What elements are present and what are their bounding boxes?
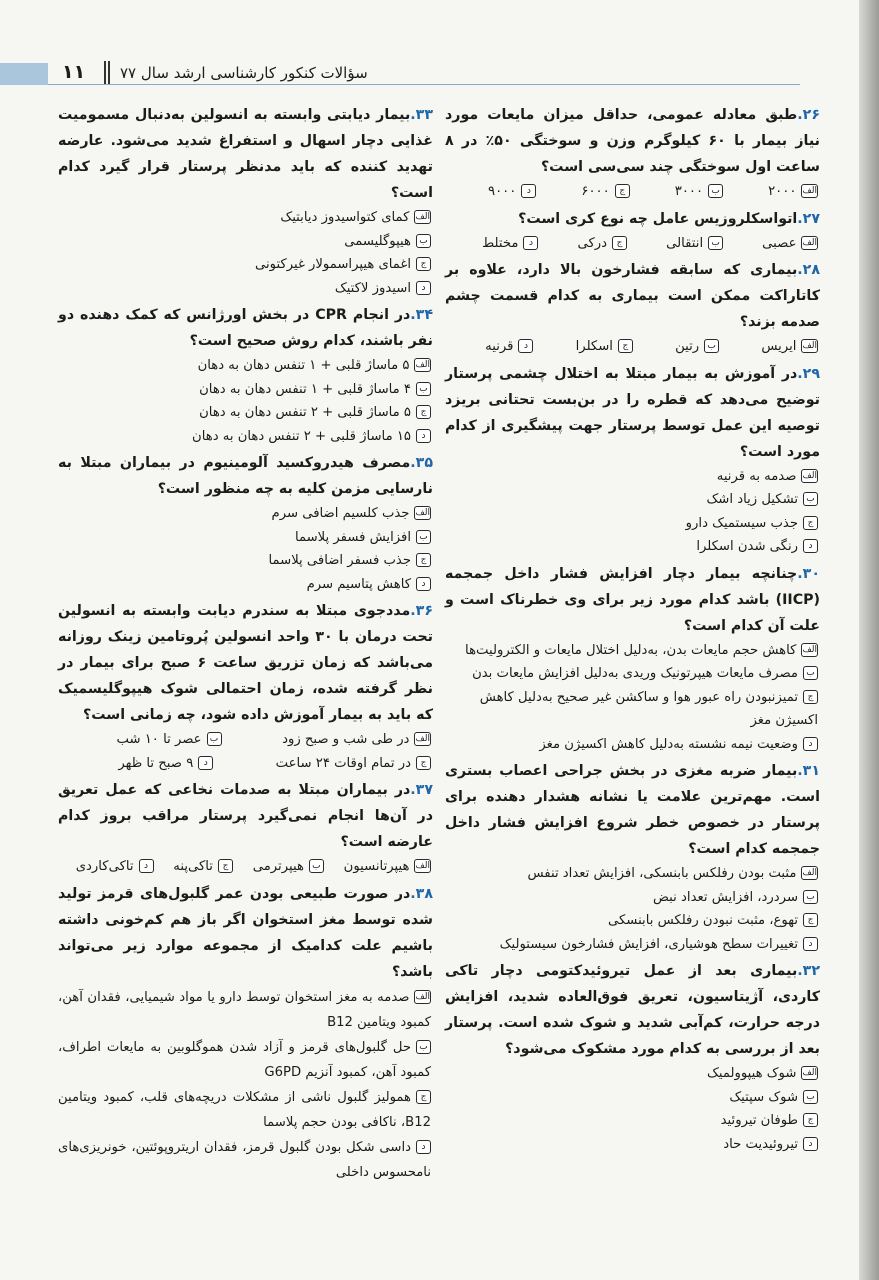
answer-option: [58, 354, 433, 378]
option-marker-icon: الف: [802, 186, 817, 196]
question-block: [445, 958, 820, 1156]
question-block: [445, 361, 820, 559]
option-list: [58, 855, 433, 879]
option-marker-icon: الف: [415, 360, 430, 370]
answer-option: [58, 1085, 433, 1135]
question-body: اتواسکلروزیس عامل چه نوع کری است؟: [518, 210, 798, 227]
option-marker-icon: ج: [416, 257, 431, 271]
option-marker-icon: الف: [415, 991, 430, 1002]
question-number: ۳۸.: [410, 885, 433, 902]
option-marker-icon: الف: [802, 868, 817, 878]
answer-option: [635, 335, 721, 359]
option-marker-icon: ب: [803, 1090, 818, 1104]
option-marker-icon: ب: [708, 236, 723, 250]
option-text: تیروئیدیت حاد: [723, 1136, 798, 1152]
answer-option: [58, 526, 433, 550]
option-text: مصرف مایعات هیپرتونیک وریدی به‌دلیل افزایش مایعات بدن: [472, 666, 798, 681]
question-block: [58, 777, 433, 879]
answer-option: [629, 232, 725, 256]
question-block: [58, 881, 433, 1185]
option-list: [445, 335, 820, 359]
option-text: کمای کتواسیدوز دیابتیک: [280, 210, 410, 225]
option-text: رتین: [675, 339, 700, 354]
answer-option: [445, 232, 541, 256]
header-divider: [104, 61, 110, 85]
answer-option: [445, 686, 820, 733]
option-list: [445, 862, 820, 956]
question-body: در بیماران مبتلا به صدمات نخاعی که عمل تعریق در آن‌ها انجام نمی‌گیرد پرستار مراقب بروز کدام عارضه است؟: [58, 782, 433, 850]
question-body: طبق معادله عمومی، حداقل میزان مایعات مورد نیاز بیمار با ۶۰ کیلوگرم وزن و سوختگی ۵۰٪ در ۸ ساعت اول سوختگی چند سی‌سی است؟: [445, 107, 820, 175]
question-number: ۲۹.: [797, 365, 820, 382]
option-text: هیپرترمی: [252, 859, 304, 874]
option-marker-icon: ج: [618, 339, 633, 353]
page-binding-edge: [859, 0, 879, 1280]
question-number: ۲۷.: [797, 210, 820, 227]
option-marker-icon: ج: [612, 236, 627, 250]
option-text: ۶۰۰۰: [581, 184, 610, 199]
option-marker-icon: ب: [416, 1040, 431, 1054]
question-number: ۳۰.: [797, 565, 820, 582]
option-text: تاکی‌کاردی: [75, 859, 134, 874]
question-text: [58, 881, 433, 985]
question-body: بیماری بعد از عمل تیروئیدکتومی دچار تاکی کاردی، آژیتاسیون، تعریق فوق‌العاده شدید، افزایش درجه حرارت، کم‌آبی شدید و شوک شده است. پرستار بعد از بررسی به کدام مورد مشکوک می‌شود؟: [445, 963, 820, 1057]
option-marker-icon: ج: [803, 690, 818, 704]
answer-option: [58, 253, 433, 277]
option-marker-icon: د: [803, 937, 818, 951]
option-marker-icon: ب: [708, 184, 723, 198]
option-text: اسکلرا: [575, 339, 613, 354]
option-marker-icon: د: [416, 429, 431, 443]
answer-option: [215, 752, 433, 776]
answer-option: [235, 855, 326, 879]
option-marker-icon: ج: [416, 1090, 431, 1104]
option-list: [58, 354, 433, 448]
option-marker-icon: ب: [309, 859, 324, 873]
option-text: عصر تا ۱۰ شب: [116, 732, 202, 747]
answer-option: [445, 886, 820, 910]
option-text: شوک سپتیک: [729, 1089, 798, 1105]
question-body: در آموزش به بیمار مبتلا به اختلال چشمی پرستار توضیح می‌دهد که قطره را در بن‌بست تحتانی بریزد توصیه این عمل توسط پرستار جهت پیشگیری از کدام مورد است؟: [445, 365, 820, 460]
question-number: ۳۶.: [410, 603, 433, 619]
answer-option: [445, 335, 535, 359]
option-marker-icon: ب: [803, 492, 818, 506]
option-marker-icon: الف: [802, 237, 817, 248]
option-list: [58, 985, 433, 1185]
question-block: [445, 206, 820, 256]
answer-option: [445, 488, 820, 512]
option-marker-icon: د: [198, 756, 213, 770]
option-text: جذب کلسیم اضافی سرم: [271, 506, 410, 521]
question-text: [445, 257, 820, 335]
question-text: [445, 958, 820, 1062]
option-text: افزایش فسفر پلاسما: [294, 529, 411, 545]
answer-option: [445, 1062, 820, 1086]
answer-option: [58, 855, 156, 879]
option-text: داسی شکل بودن گلبول قرمز، فقدان اریتروپوئتین، خونریزی‌های نامحسوس داخلی: [58, 1139, 431, 1180]
option-text: کاهش حجم مایعات بدن، به‌دلیل اختلال مایعات و الکترولیت‌ها: [465, 642, 797, 658]
option-list: [445, 180, 820, 204]
option-text: کاهش پتاسیم سرم: [306, 576, 411, 592]
option-marker-icon: د: [416, 577, 431, 591]
question-text: [445, 758, 820, 862]
option-list: [445, 1062, 820, 1156]
option-text: قرنیه: [485, 339, 514, 354]
question-text: [58, 598, 433, 728]
question-number: ۲۸.: [797, 262, 820, 278]
answer-option: [725, 180, 820, 204]
question-text: [58, 777, 433, 855]
option-text: همولیز گلبول ناشی از مشکلات دریچه‌های قلب، کمبود ویتامین B12، ناکافی بودن حجم پلاسما: [58, 1089, 431, 1130]
answer-option: [326, 855, 433, 879]
option-text: ۳۰۰۰: [674, 184, 704, 199]
option-marker-icon: الف: [802, 644, 817, 655]
option-marker-icon: ب: [803, 666, 818, 680]
question-number: ۳۵.: [410, 455, 433, 471]
option-text: ۱۵ ماساژ قلبی + ۲ تنفس دهان به دهان: [192, 428, 411, 444]
option-marker-icon: ج: [803, 1113, 818, 1127]
answer-option: [445, 1086, 820, 1110]
answer-option: [58, 277, 433, 301]
answer-option: [445, 909, 820, 933]
option-marker-icon: ج: [416, 756, 431, 770]
option-text: مثبت بودن رفلکس بابنسکی، افزایش تعداد تنفس: [527, 866, 797, 881]
option-text: عصبی: [762, 235, 797, 251]
answer-option: [445, 862, 820, 886]
answer-option: [445, 535, 820, 559]
answer-option: [58, 573, 433, 597]
answer-option: [58, 425, 433, 449]
option-text: ۹ صبح تا ظهر: [118, 755, 194, 771]
answer-option: [58, 502, 433, 526]
option-marker-icon: ب: [416, 530, 431, 544]
answer-option: [445, 512, 820, 536]
option-text: تغییرات سطح هوشیاری، افزایش فشارخون سیستولیک: [499, 936, 798, 952]
option-text: صدمه به قرنیه: [716, 468, 797, 484]
option-list: [58, 502, 433, 596]
option-list: [445, 232, 820, 256]
question-number: ۳۱.: [797, 763, 820, 779]
option-marker-icon: الف: [415, 212, 430, 222]
option-marker-icon: ج: [803, 516, 818, 530]
option-marker-icon: ب: [416, 382, 431, 396]
option-marker-icon: ب: [416, 234, 431, 248]
option-marker-icon: ج: [218, 859, 233, 873]
option-text: جذب سیستمیک دارو: [685, 515, 798, 531]
option-text: تمیزنبودن راه عبور هوا و ساکشن غیر صحیح به‌دلیل کاهش اکسیژن مغز: [479, 689, 818, 728]
question-body: چنانچه بیمار دچار افزایش فشار داخل جمجمه (IICP) باشد کدام مورد زیر برای وی خطرناک است و علت آن کدام است؟: [445, 565, 820, 634]
question-block: [58, 598, 433, 775]
option-marker-icon: ج: [416, 553, 431, 567]
answer-option: [58, 1035, 433, 1085]
option-marker-icon: الف: [802, 470, 817, 481]
option-text: تاکی‌پنه: [173, 859, 213, 874]
answer-option: [632, 180, 725, 204]
page-number: ۱۱: [62, 61, 86, 83]
option-marker-icon: د: [803, 737, 818, 751]
option-text: اغمای هیپراسمولار غیرکتونی: [254, 257, 411, 272]
header-color-bar: [0, 63, 48, 85]
option-marker-icon: ب: [704, 339, 719, 353]
option-text: رنگی شدن اسکلرا: [696, 539, 798, 554]
answer-option: [721, 335, 820, 359]
question-text: [58, 450, 433, 502]
option-marker-icon: ج: [416, 405, 431, 419]
answer-option: [445, 1133, 820, 1157]
option-text: هیپوگلیسمی: [344, 233, 411, 249]
answer-option: [445, 639, 820, 663]
option-text: ایریس: [761, 339, 797, 354]
option-marker-icon: ج: [803, 913, 818, 927]
option-marker-icon: د: [518, 339, 533, 353]
answer-option: [58, 1135, 433, 1185]
answer-option: [58, 206, 433, 230]
answer-option: [58, 728, 224, 752]
option-marker-icon: د: [139, 859, 154, 873]
question-body: مصرف هیدروکسید آلومینیوم در بیماران مبتلا به نارسایی مزمن کلیه به چه منظور است؟: [58, 455, 433, 497]
option-list: [58, 728, 433, 775]
option-text: وضعیت نیمه نشسته به‌دلیل کاهش اکسیژن مغز: [539, 736, 798, 752]
answer-option: [58, 752, 215, 776]
option-text: اسیدوز لاکتیک: [334, 280, 411, 296]
option-marker-icon: د: [521, 184, 536, 198]
option-text: ۵ ماساژ قلبی + ۱ تنفس دهان به دهان: [197, 358, 410, 373]
answer-option: [58, 985, 433, 1035]
option-text: تشکیل زیاد اشک: [706, 492, 798, 507]
option-text: شوک هیپوولمیک: [707, 1066, 797, 1081]
question-block: [445, 102, 820, 204]
answer-option: [58, 549, 433, 573]
option-text: مختلط: [482, 235, 519, 251]
option-marker-icon: ج: [615, 184, 630, 198]
header-rule: [48, 84, 800, 85]
option-text: حل گلبول‌های قرمز و آزاد شدن هموگلوبین به مایعات اطراف، کمبود آهن، کمبود آنزیم G6PD: [58, 1039, 431, 1080]
question-block: [58, 102, 433, 300]
option-marker-icon: د: [523, 236, 538, 250]
option-text: انتقالی: [666, 235, 704, 251]
option-marker-icon: الف: [802, 341, 817, 351]
option-marker-icon: ب: [207, 732, 222, 746]
question-number: ۳۴.: [410, 307, 433, 323]
question-number: ۳۳.: [410, 107, 433, 123]
option-text: درکی: [577, 235, 608, 251]
option-list: [58, 206, 433, 300]
option-marker-icon: ب: [803, 890, 818, 904]
question-text: [445, 102, 820, 180]
option-text: تهوع، مثبت نبودن رفلکس بابنسکی: [608, 913, 798, 928]
option-text: سردرد، افزایش تعداد نبض: [653, 889, 798, 905]
option-marker-icon: د: [416, 1140, 431, 1154]
option-text: جذب فسفر اضافی پلاسما: [268, 553, 411, 568]
question-block: [58, 302, 433, 448]
answer-option: [224, 728, 433, 752]
answer-option: [445, 933, 820, 957]
answer-option: [58, 401, 433, 425]
right-column: [445, 102, 820, 1158]
answer-option: [445, 733, 820, 757]
question-body: بیمار ضربه مغزی در بخش جراحی اعصاب بستری است. مهم‌ترین علامت یا نشانه هشدار دهنده برای پرستار در خصوص خطر شروع افزایش فشار داخل جمجمه کدام است؟: [445, 763, 820, 857]
option-text: در تمام اوقات ۲۴ ساعت: [275, 755, 411, 771]
header-title: سؤالات کنکور کارشناسی ارشد سال ۷۷: [120, 64, 368, 82]
question-block: [445, 257, 820, 359]
option-marker-icon: الف: [415, 734, 430, 744]
option-text: در طی شب و صبح زود: [282, 732, 410, 747]
question-text: [58, 102, 433, 206]
answer-option: [58, 378, 433, 402]
question-body: در صورت طبیعی بودن عمر گلبول‌های قرمز تولید شده توسط مغز استخوان اگر باز هم کم‌خونی داشته باشیم علت کدامیک از مجموعه موارد زیر می‌تواند باشد؟: [58, 885, 433, 980]
option-marker-icon: الف: [802, 1068, 817, 1078]
option-list: [445, 639, 820, 757]
option-marker-icon: الف: [415, 861, 430, 871]
answer-option: [156, 855, 235, 879]
question-text: [445, 206, 820, 232]
option-text: هیپرتانسیون: [343, 859, 410, 874]
answer-option: [538, 180, 631, 204]
option-text: ۲۰۰۰: [768, 184, 797, 199]
option-text: ۵ ماساژ قلبی + ۲ تنفس دهان به دهان: [199, 405, 411, 420]
answer-option: [445, 465, 820, 489]
option-text: ۴ ماساژ قلبی + ۱ تنفس دهان به دهان: [199, 381, 411, 397]
question-number: ۳۲.: [797, 963, 820, 979]
question-text: [58, 302, 433, 354]
question-text: [445, 561, 820, 639]
answer-option: [445, 1109, 820, 1133]
option-text: طوفان تیروئید: [720, 1113, 798, 1128]
left-column: [58, 102, 433, 1187]
answer-option: [445, 662, 820, 686]
question-body: بیماری که سابقه فشارخون بالا دارد، علاوه بر کاتاراکت ممکن است بیماری به کدام قسمت چشم صدمه بزند؟: [445, 262, 820, 330]
question-body: بیمار دیابتی وابسته به انسولین به‌دنبال مسمومیت غذایی دچار اسهال و استفراغ شدید می‌شود. عارضه تهدید کننده که باید مدنظر پرستار قرار گیرد کدام است؟: [58, 107, 433, 201]
question-block: [445, 561, 820, 757]
answer-option: [540, 232, 629, 256]
option-marker-icon: د: [803, 1137, 818, 1151]
option-marker-icon: د: [803, 539, 818, 553]
option-text: ۹۰۰۰: [488, 184, 517, 199]
option-marker-icon: د: [416, 281, 431, 295]
question-block: [58, 450, 433, 596]
answer-option: [58, 230, 433, 254]
question-text: [445, 361, 820, 465]
question-number: ۲۶.: [797, 107, 820, 123]
answer-option: [445, 180, 538, 204]
option-list: [445, 465, 820, 559]
question-number: ۳۷.: [410, 782, 433, 798]
option-marker-icon: الف: [415, 508, 430, 518]
option-text: صدمه به مغز استخوان توسط دارو یا مواد شیمیایی، فقدان آهن، کمبود ویتامین B12: [58, 989, 431, 1030]
question-block: [445, 758, 820, 956]
page-header: [0, 55, 800, 89]
answer-option: [725, 232, 820, 256]
question-body: در انجام CPR در بخش اورژانس که کمک دهنده دو نفر باشند، کدام روش صحیح است؟: [58, 307, 433, 349]
answer-option: [535, 335, 634, 359]
question-body: مددجوی مبتلا به سندرم دیابت وابسته به انسولین تحت درمان با ۳۰ واحد انسولین پُروتامین زینک روزانه می‌باشد که زمان تزریق ساعت ۶ صبح برای بیمار در نظر گرفته شده، زمان احتمالی شوک هیپوگلیسمیک که باید به بیمار آموزش داده شود، چه زمانی است؟: [58, 603, 433, 723]
